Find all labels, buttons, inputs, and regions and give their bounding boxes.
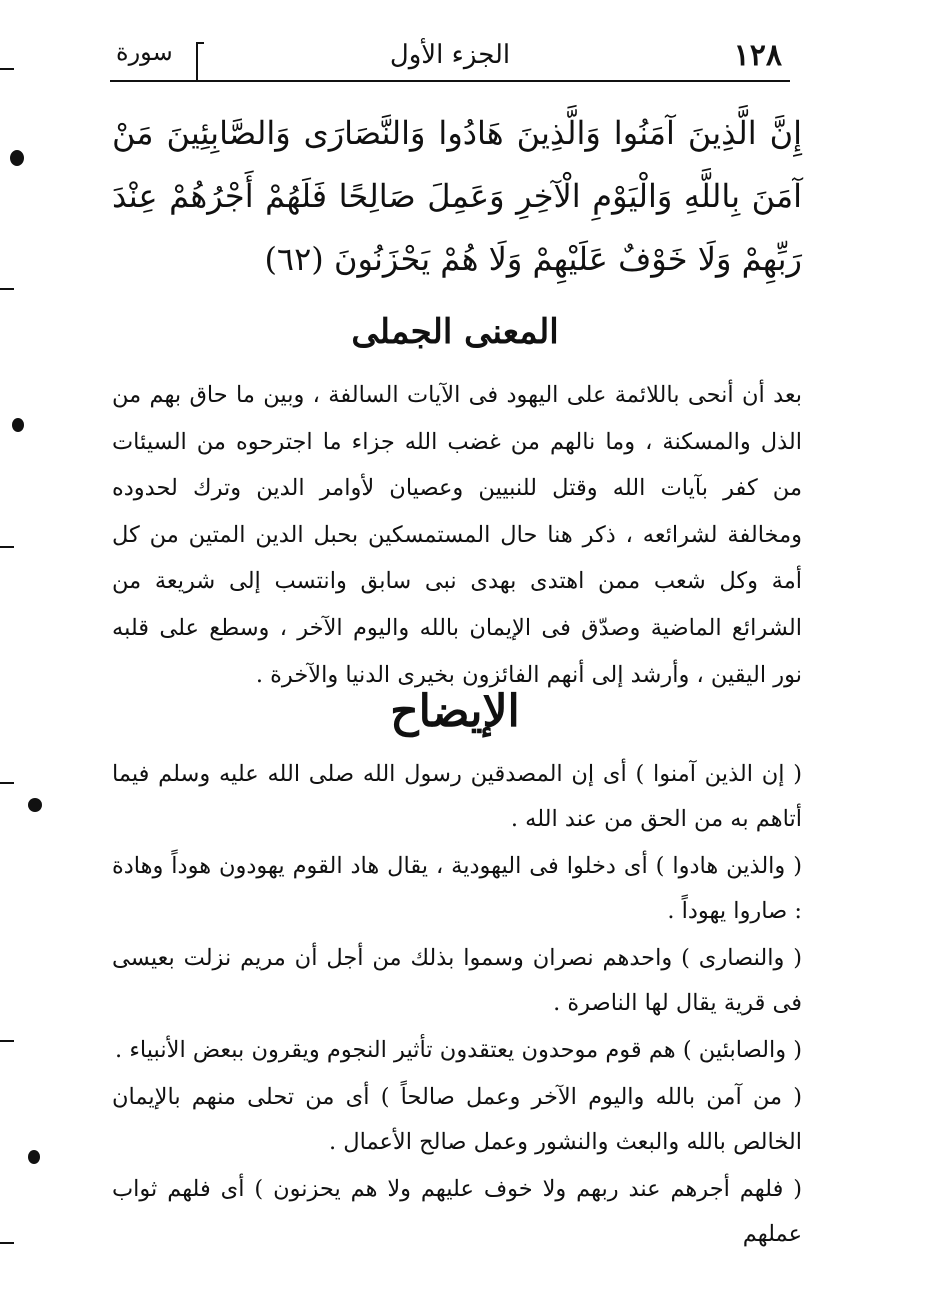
part-title: الجزء الأول xyxy=(389,40,511,70)
margin-mark xyxy=(0,546,14,548)
scan-speck xyxy=(28,1150,40,1164)
explanation-paragraph: ( والنصارى ) واحدهم نصران وسموا بذلك من أجل أن مريم نزلت بعيسى فى قرية يقال لها الناصرة . xyxy=(112,945,802,1016)
scan-speck xyxy=(28,798,42,812)
margin-mark xyxy=(0,1040,14,1042)
running-header xyxy=(110,28,790,82)
margin-mark xyxy=(0,782,14,784)
header-rule xyxy=(110,80,790,82)
section-heading-explanation: الإيضاح xyxy=(390,686,520,737)
explanation-paragraph: ( من آمن بالله واليوم الآخر وعمل صالحاً ) أى من تحلى منهم بالإيمان الخالص بالله والبعث والنشور وعمل صالح الأعمال . xyxy=(112,1084,802,1155)
quran-verse xyxy=(112,102,802,291)
general-meaning-paragraph: بعد أن أنحى باللائمة على اليهود فى الآيات السالفة ، وبين ما حاق بهم من الذل والمسكنة ، وما نالهم من غضب الله جزاء ما اجترحوه من السيئات من كفر بآيات الله وقتل للنبيين وعصيان لأوامر الدين وترك لحدوده ومخالفة لشرائعه ، ذكر هنا حال المستمسكين بحبل الدين المتين من كل أمة وكل شعب ممن اهتدى بهدى نبى سابق وانتسب إلى شريعة من الشرائع الماضية وصدّق فى الإيمان بالله واليوم الآخر ، وسطع على قلبه نور اليقين ، وأرشد إلى أنهم الفائزون بخيرى الدنيا والآخرة . xyxy=(112,382,802,688)
explanation-paragraph: ( والذين هادوا ) أى دخلوا فى اليهودية ، يقال هاد القوم يهودون هوداً وهادة : صاروا يهوداً . xyxy=(112,853,802,924)
margin-mark xyxy=(0,288,14,290)
margin-mark xyxy=(0,68,14,70)
header-bracket xyxy=(196,42,204,82)
explanation-paragraph: ( إن الذين آمنوا ) أى إن المصدقين رسول الله صلى الله عليه وسلم فيما أتاهم به من الحق من عند الله . xyxy=(112,761,802,832)
page-number: ١٢٨ xyxy=(733,38,782,73)
explanation-paragraph: ( فلهم أجرهم عند ربهم ولا خوف عليهم ولا هم يحزنون ) أى فلهم ثواب عملهم xyxy=(112,1176,802,1247)
explanation-body xyxy=(112,752,802,1259)
explanation-paragraph: ( والصابئين ) هم قوم موحدون يعتقدون تأثير النجوم ويقرون ببعض الأنبياء . xyxy=(115,1037,802,1063)
sura-label: سورة xyxy=(116,38,173,66)
scan-speck xyxy=(10,150,24,166)
verse-number: (٦٢) xyxy=(264,240,324,278)
scan-speck xyxy=(12,418,24,432)
margin-mark xyxy=(0,1242,14,1244)
section-heading-general-meaning: المعنى الجملى xyxy=(351,312,559,352)
verse-text: إِنَّ الَّذِينَ آمَنُوا وَالَّذِينَ هَادُوا وَالنَّصَارَى وَالصَّابِئِينَ مَنْ آمَنَ بِاللَّهِ وَالْيَوْمِ الْآخِرِ وَعَمِلَ صَالِحًا فَلَهُمْ أَجْرُهُمْ عِنْدَ رَبِّهِمْ وَلَا خَوْفٌ عَلَيْهِمْ وَلَا هُمْ يَحْزَنُونَ xyxy=(112,114,802,278)
